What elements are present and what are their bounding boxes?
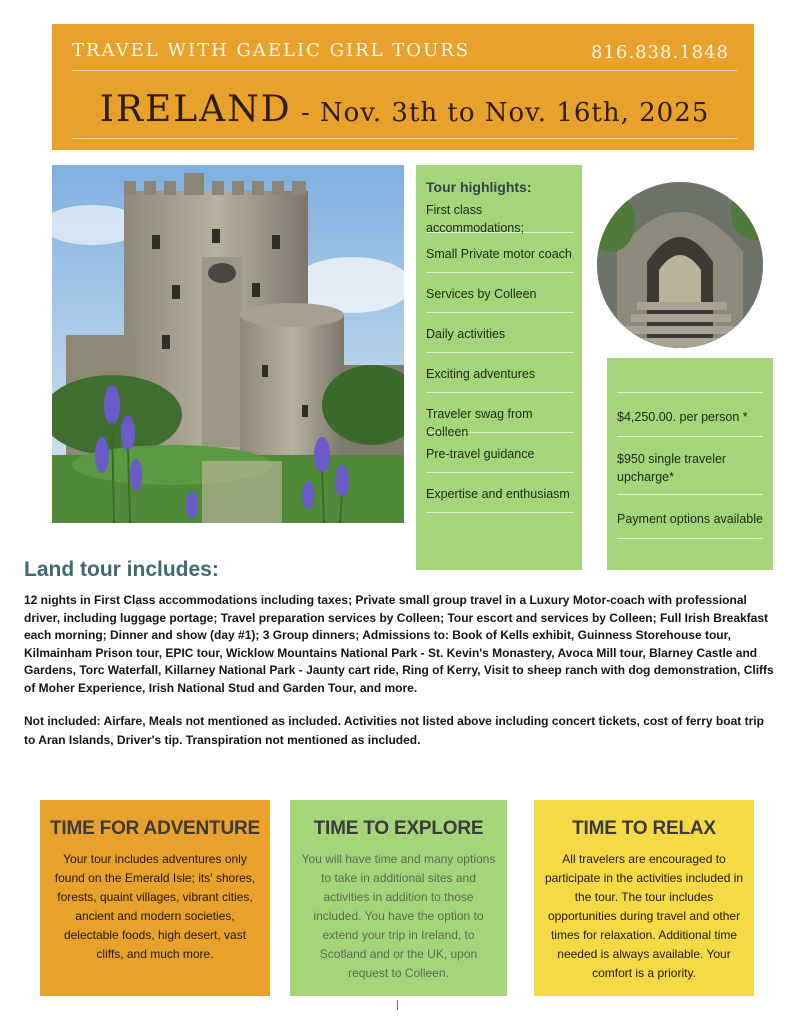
title-main: IRELAND	[99, 89, 292, 130]
highlight-item: Services by Colleen	[426, 273, 574, 313]
adventure-box	[40, 800, 270, 996]
title-dates: - Nov. 3th to Nov. 16th, 2025	[291, 98, 710, 128]
header-top-line	[72, 40, 737, 71]
divider	[617, 436, 763, 437]
archway-illustration	[597, 182, 763, 348]
page-title	[72, 82, 737, 139]
pricing-panel	[607, 358, 773, 570]
adventure-heading: TIME FOR ADVENTURE	[50, 818, 260, 839]
highlight-item: Expertise and enthusiasm	[426, 473, 574, 513]
explore-heading: TIME TO EXPLORE	[313, 818, 484, 839]
explore-text: You will have time and many options to take in additional sites and activities in addition to those included. You have the option to extend your trip in Ireland, to Scotland and or the UK, upon request to Colleen.	[301, 852, 496, 980]
divider	[617, 494, 763, 495]
tagline: TRAVEL WITH GAELIC GIRL TOURS	[72, 40, 471, 61]
highlight-item: Exciting adventures	[426, 353, 574, 393]
payment-options: Payment options available	[617, 512, 763, 526]
tour-highlights-panel	[416, 165, 582, 570]
highlights-list	[426, 199, 574, 513]
highlight-item: Traveler swag from Colleen	[426, 393, 574, 433]
header-banner	[52, 24, 754, 150]
stone-archway-photo	[597, 182, 763, 348]
divider	[617, 392, 763, 393]
relax-box	[534, 800, 754, 996]
castle-photo	[52, 165, 404, 523]
not-included-note: Not included: Airfare, Meals not mentioned as included. Activities not listed above including concert tickets, cost of ferry boat trip to Aran Islands, Driver's tip. Transpiration not mentioned as included.	[24, 714, 764, 747]
land-tour-description: 12 nights in First Class accommodations including taxes; Private small group travel in a Luxury Motor-coach with professional driver, including luggage portage; Travel preparation services by Colleen; Tour escort and services by Colleen; Full Irish Breakfast each morning; Dinner and show (day #1); 3 Group dinners; Admissions to: Book of Kells exhibit, Guinness Storehouse tour, Kilmainham Prison tour, EPIC tour, Wicklow Mountains National Park - St. Kevin's Monastery, Avoca Mill tour, Blarney Castle and Gardens, Torc Waterfall, Killarney National Park - Jaunty cart ride, Ring of Kerry, Visit to sheep ranch with dog demonstration, Cliffs of Moher Experience, Irish National Stud and Garden Tour, and more.	[24, 593, 774, 695]
highlight-item: Daily activities	[426, 313, 574, 353]
explore-box	[290, 800, 507, 996]
land-tour-heading: Land tour includes:	[24, 558, 219, 581]
highlight-item: Pre-travel guidance	[426, 433, 574, 473]
single-upcharge: $950 single traveler upcharge*	[617, 452, 727, 484]
phone-number[interactable]: 816.838.1848	[591, 42, 729, 63]
highlight-item: First class accommodations;	[426, 199, 574, 233]
highlights-heading: Tour highlights:	[426, 179, 532, 195]
highlight-item: Small Private motor coach	[426, 233, 574, 273]
price-per-person: $4,250.00. per person *	[617, 410, 748, 424]
divider	[617, 538, 763, 539]
page-marker	[397, 1000, 398, 1010]
adventure-text: Your tour includes adventures only found on the Emerald Isle; its' shores, forests, quaint villages, vibrant cities, ancient and modern societies, delectable foods, high desert, vast cliffs, and much more.	[54, 852, 256, 961]
relax-heading: TIME TO RELAX	[572, 818, 716, 839]
castle-illustration	[52, 165, 404, 523]
relax-text: All travelers are encouraged to participate in the activities included in the tour. The tour includes opportunities during travel and other times for relaxation. Additional time needed is always available. Your comfort is a priority.	[544, 852, 744, 980]
